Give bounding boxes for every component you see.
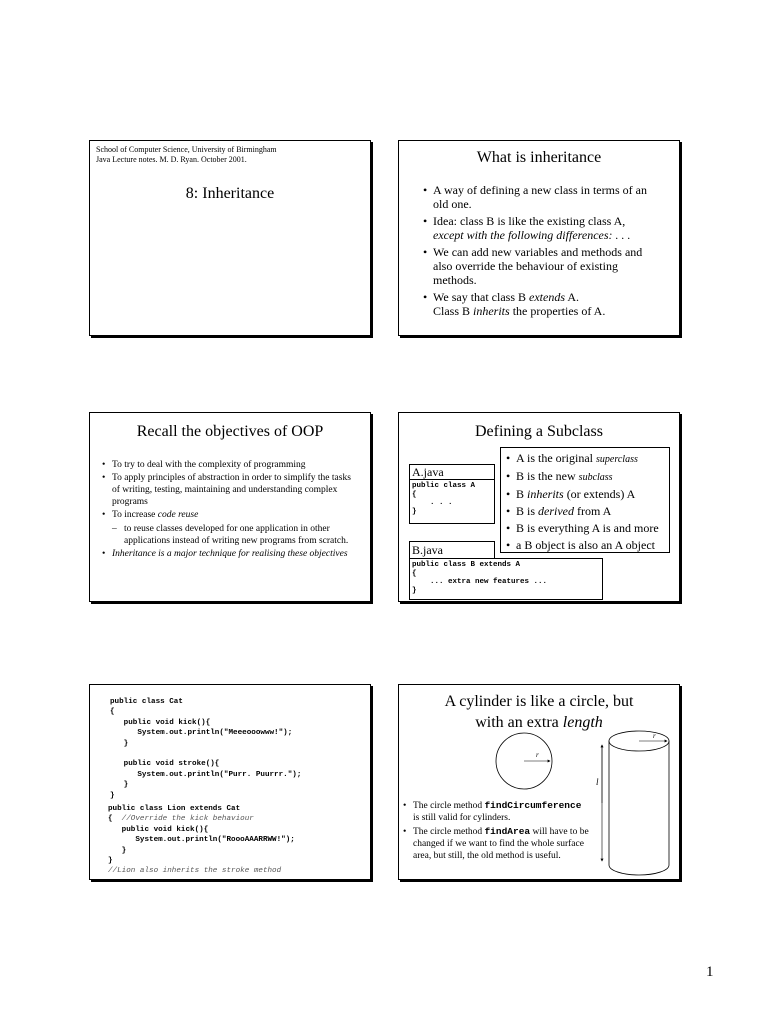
slide-defining-subclass bbox=[398, 412, 680, 602]
text: B bbox=[516, 487, 528, 501]
slide-oop-objectives bbox=[89, 412, 371, 602]
a-java-box bbox=[409, 464, 495, 524]
bullet-item bbox=[102, 472, 360, 508]
bullet-italic: code reuse bbox=[157, 510, 199, 520]
bullet-item bbox=[102, 459, 360, 471]
slide-header bbox=[96, 145, 277, 165]
circle-r-label: r bbox=[536, 751, 539, 759]
text: B is the new bbox=[516, 469, 579, 483]
bullet-list bbox=[102, 459, 360, 560]
code-text: findCircumference bbox=[484, 800, 582, 811]
bullet-item bbox=[506, 468, 659, 486]
lion-class-code bbox=[108, 804, 295, 877]
bullet-list bbox=[506, 450, 659, 554]
bullet-text: To try to deal with the complexity of programming bbox=[112, 460, 306, 470]
bullet-item bbox=[102, 509, 360, 547]
dash: – bbox=[112, 524, 117, 534]
text: a B object is also an A object bbox=[516, 538, 655, 552]
subclass-points-box bbox=[500, 447, 670, 553]
brace: { bbox=[108, 815, 122, 824]
text-italic: derived bbox=[538, 504, 574, 518]
code-text: findArea bbox=[484, 826, 531, 837]
lion-class-header: public class Lion extends Cat bbox=[108, 805, 241, 813]
text: Class B bbox=[433, 304, 474, 318]
text: B is everything A is and more bbox=[516, 521, 659, 535]
text-italic: subclass bbox=[578, 472, 613, 483]
header-line-1: School of Computer Science, University of Birmingham bbox=[96, 145, 277, 154]
bullet-item bbox=[506, 486, 659, 503]
lion-kick-method: public void kick(){ System.out.println("RoooAAARRWW!"); } } bbox=[108, 825, 295, 866]
b-java-code-box bbox=[409, 558, 603, 600]
text: from A bbox=[574, 504, 612, 518]
bullet-item bbox=[102, 548, 360, 560]
sub-bullet bbox=[112, 523, 360, 547]
slide-title: What is inheritance bbox=[476, 149, 602, 166]
slide-title: Recall the objectives of OOP bbox=[136, 423, 324, 440]
bullet-item bbox=[506, 450, 659, 468]
bullet-text: Idea: class B is like the existing class A, bbox=[433, 214, 626, 228]
b-java-label-box bbox=[409, 541, 495, 558]
text: The circle method bbox=[413, 827, 485, 837]
b-java-label: B.java bbox=[412, 543, 443, 557]
bullet-italic: Inheritance is a major technique for realising these objectives bbox=[112, 549, 348, 559]
slide-title: Defining a Subclass bbox=[475, 423, 603, 440]
cylinder-bottom bbox=[609, 865, 669, 875]
cat-class-code: public class Cat { public void kick(){ System.out.println("Meeeooowww!"); } public void stroke(){ System.out.println("Purr. Puurrr."); } } bbox=[110, 698, 302, 800]
bullet-item bbox=[423, 214, 663, 242]
bullet-item bbox=[403, 800, 599, 824]
slide-cylinder bbox=[398, 684, 680, 880]
bullet-text: We can add new variables and methods and also override the behaviour of existing methods. bbox=[433, 245, 643, 287]
bullet-list bbox=[403, 800, 599, 862]
b-java-code: public class B extends A { ... extra new features ... } bbox=[412, 561, 548, 595]
page-number: 1 bbox=[706, 964, 714, 980]
text: the properties of A. bbox=[509, 304, 606, 318]
slide-title bbox=[89, 140, 371, 336]
text-italic: length bbox=[562, 714, 603, 731]
bullet-text: To apply principles of abstraction in order to simplify the tasks of writing, testing, maintaining and understanding complex programs bbox=[112, 473, 351, 507]
header-line-2: Java Lecture notes. M. D. Ryan. October 2001. bbox=[96, 155, 247, 164]
text: B is bbox=[516, 504, 539, 518]
text: (or extends) A bbox=[563, 487, 636, 501]
bullet-item bbox=[506, 503, 659, 520]
bullet-text: A way of defining a new class in terms of an old one. bbox=[433, 183, 647, 211]
text: The circle method bbox=[413, 801, 485, 811]
text: will have to be changed if we want to find the whole surface area, but still, the old method is useful. bbox=[413, 827, 589, 861]
text: is still valid for cylinders. bbox=[413, 813, 511, 823]
cylinder-l-label: l bbox=[596, 777, 599, 787]
bullet-item bbox=[423, 183, 663, 211]
text-italic: superclass bbox=[596, 454, 638, 465]
text-italic: extends bbox=[529, 290, 565, 304]
bullet-list bbox=[423, 183, 663, 318]
a-java-label: A.java bbox=[410, 465, 494, 480]
text: A. bbox=[565, 290, 580, 304]
bullet-italic: except with the following differences: . . . bbox=[433, 228, 631, 242]
slide-cat-lion-code bbox=[89, 684, 371, 880]
cylinder-r-label: r bbox=[653, 732, 656, 740]
bullet-item bbox=[506, 520, 659, 537]
a-java-code: public class A { . . . } bbox=[412, 482, 476, 516]
slide-title-text: 8: Inheritance bbox=[185, 185, 275, 202]
sub-bullet-text: to reuse classes developed for one application in other applications instead of writing new programs from scratch. bbox=[124, 524, 349, 546]
lion-comment: //Lion also inherits the stroke method bbox=[108, 867, 282, 876]
text: We say that class B bbox=[433, 290, 530, 304]
text: with an extra bbox=[475, 714, 563, 731]
bullet-text: To increase bbox=[112, 510, 158, 520]
bullet-item bbox=[423, 245, 663, 287]
text-italic: inherits bbox=[473, 304, 510, 318]
text: A is the original bbox=[516, 451, 596, 465]
bullet-item bbox=[403, 826, 599, 862]
title-line-1: A cylinder is like a circle, but bbox=[444, 693, 634, 710]
bullet-item bbox=[423, 290, 663, 318]
lion-brace-line bbox=[108, 814, 295, 824]
slide-what-is-inheritance bbox=[398, 140, 680, 336]
code-comment: //Override the kick behaviour bbox=[121, 815, 254, 824]
text-italic: inherits bbox=[527, 487, 564, 501]
bullet-item bbox=[506, 537, 659, 554]
